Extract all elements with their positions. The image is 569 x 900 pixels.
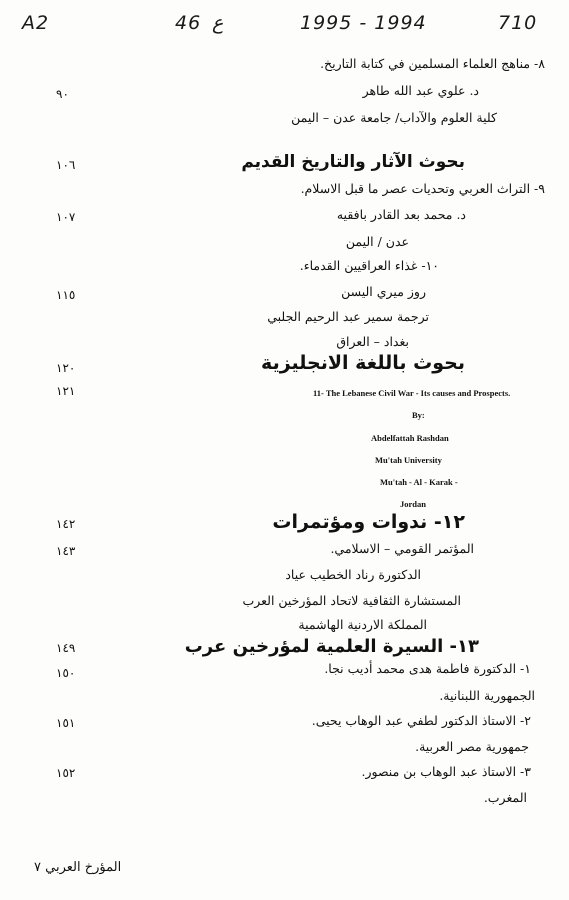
page-number: ٩٠ [56, 87, 69, 101]
toc-entry-affiliation: المملكة الاردنية الهاشمية [298, 617, 427, 632]
handwritten-number: 46 [175, 12, 202, 34]
toc-entry-affiliation: Mu'tah - Al - Karak - [380, 477, 458, 487]
toc-entry-title: ١- الدكتورة فاطمة هدى محمد أديب نجا. [324, 661, 531, 676]
section-heading: ١٣- السيرة العلمية لمؤرخين عرب [184, 636, 479, 657]
footer-title: المؤرخ العربي [45, 860, 122, 875]
toc-entry-translator: ترجمة سمير عبد الرحيم الجلبي [267, 309, 429, 324]
page-number: ١١٥ [56, 288, 76, 302]
footer-page-number: ٧ [34, 860, 41, 875]
toc-entry-title: ٨- مناهج العلماء المسلمين في كتابة التاريخ. [320, 56, 545, 71]
page-number: ١٤٣ [56, 544, 76, 558]
section-heading: بحوث باللغة الانجليزية [261, 352, 465, 374]
page-number: ١٥٢ [56, 766, 76, 780]
toc-entry-author: د. علوي عبد الله طاهر [362, 83, 479, 98]
page-number: ١٤٩ [56, 641, 76, 655]
toc-entry-author: د. محمد بعد القادر بافقيه [336, 207, 466, 222]
toc-entry-author: Abdelfattah Rashdan [371, 433, 449, 443]
toc-entry-title: ٩- التراث العربي وتحديات عصر ما قبل الاسلام. [300, 181, 545, 196]
handwritten-ref: 710 [498, 12, 538, 34]
page-number: ١٢١ [56, 384, 76, 398]
toc-entry-affiliation: عدن / اليمن [345, 234, 409, 249]
toc-entry-author: روز ميري اليسن [341, 284, 426, 299]
page-number: ١٠٦ [56, 158, 76, 172]
section-heading: بحوث الآثار والتاريخ القديم [241, 152, 465, 172]
toc-entry-country: Jordan [400, 499, 426, 509]
toc-entry-title: المؤتمر القومي – الاسلامي. [330, 541, 474, 556]
toc-entry-affiliation: المستشارة الثقافية لاتحاد المؤرخين العرب [242, 593, 461, 608]
toc-entry-title: ٣- الاستاذ عبد الوهاب بن منصور. [361, 764, 531, 779]
handwritten-code: A2 [22, 12, 50, 34]
toc-entry-title: ١٠- غذاء العراقيين القدماء. [299, 258, 439, 273]
page-number: ١٥١ [56, 716, 76, 730]
handwritten-years: 1995 - 1994 [300, 12, 427, 34]
toc-entry-affiliation: المغرب. [483, 790, 527, 805]
page-number: ١٢٠ [56, 361, 76, 375]
toc-entry-affiliation: كلية العلوم والآداب/ جامعة عدن – اليمن [291, 110, 497, 125]
byline-label: By: [412, 410, 425, 420]
page-number: ١٠٧ [56, 210, 76, 224]
section-heading: ١٢- ندوات ومؤتمرات [272, 511, 465, 533]
toc-entry-title: ٢- الاستاذ الدكتور لطفي عبد الوهاب يحيى. [311, 713, 531, 728]
toc-entry-title-english: 11- The Lebanese Civil War - Its causes and Prospects. [313, 388, 511, 398]
toc-entry-affiliation: بغداد – العراق [336, 334, 409, 349]
toc-entry-affiliation: الجمهورية اللبنانية. [439, 688, 535, 703]
toc-entry-affiliation: Mu'tah University [375, 455, 442, 465]
handwritten-letter: ع [212, 12, 224, 34]
toc-entry-author: الدكتورة رناد الخطيب عياد [285, 567, 421, 582]
page-number: ١٥٠ [56, 666, 76, 680]
toc-entry-affiliation: جمهورية مصر العربية. [415, 739, 529, 754]
footer-journal-title [34, 861, 121, 874]
page-number: ١٤٢ [56, 517, 76, 531]
